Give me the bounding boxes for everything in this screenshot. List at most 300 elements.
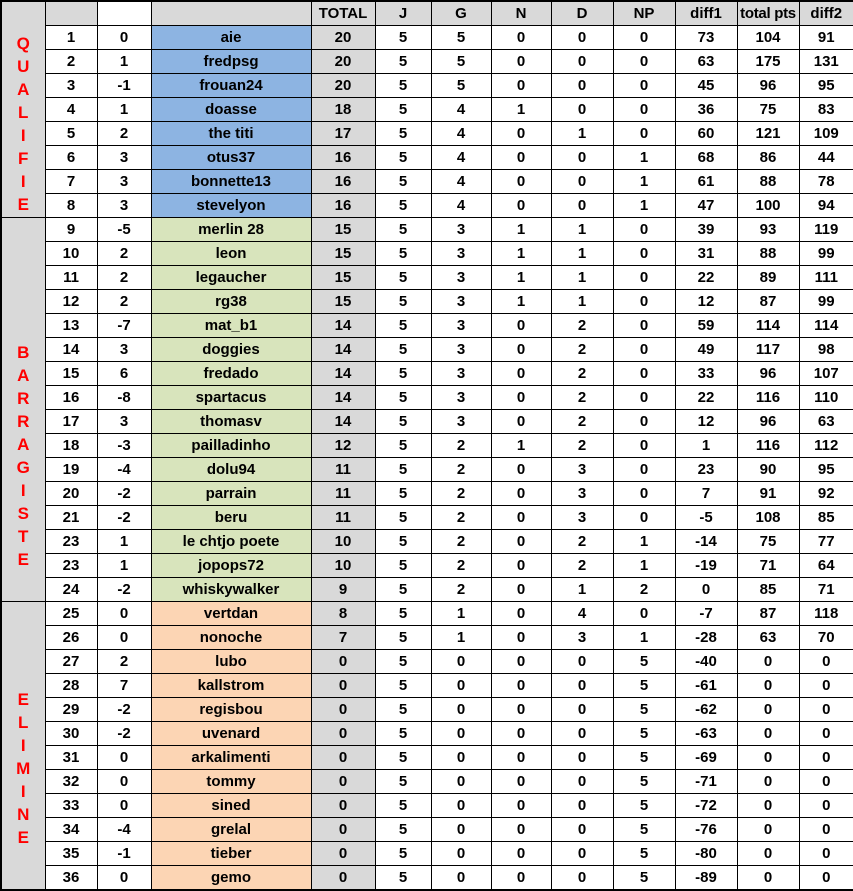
rank-cell: 34 (45, 818, 97, 842)
stat-d-cell: 3 (551, 626, 613, 650)
player-name-cell: thomasv (151, 410, 311, 434)
stat-d-cell: 0 (551, 674, 613, 698)
stat-j-cell: 5 (375, 794, 431, 818)
rank-cell: 19 (45, 458, 97, 482)
diff2-cell: 0 (799, 842, 853, 866)
diff2-cell: 119 (799, 218, 853, 242)
table-row (1, 866, 853, 891)
rank-cell: 18 (45, 434, 97, 458)
diff2-cell: 110 (799, 386, 853, 410)
stat-g-cell: 0 (431, 698, 491, 722)
table-row (1, 338, 853, 362)
stat-np-cell: 0 (613, 218, 675, 242)
table-row (1, 386, 853, 410)
stat-g-cell: 3 (431, 314, 491, 338)
section-letter: E (17, 194, 29, 214)
total-pts-cell: 0 (737, 866, 799, 891)
stat-n-cell: 1 (491, 218, 551, 242)
table-row (1, 674, 853, 698)
total-cell: 10 (311, 530, 375, 554)
total-cell: 9 (311, 578, 375, 602)
stat-j-cell: 5 (375, 722, 431, 746)
total-cell: 16 (311, 194, 375, 218)
diff1-cell: -61 (675, 674, 737, 698)
diff2-cell: 0 (799, 722, 853, 746)
trend-cell: -2 (97, 698, 151, 722)
rank-cell: 7 (45, 170, 97, 194)
player-name-cell: kallstrom (151, 674, 311, 698)
stat-n-cell: 0 (491, 650, 551, 674)
stat-np-cell: 1 (613, 170, 675, 194)
section-letter: N (17, 805, 30, 824)
trend-cell: -8 (97, 386, 151, 410)
diff1-cell: 31 (675, 242, 737, 266)
player-name-cell: beru (151, 506, 311, 530)
trend-cell: -2 (97, 578, 151, 602)
stat-g-cell: 0 (431, 842, 491, 866)
total-pts-cell: 90 (737, 458, 799, 482)
total-pts-cell: 0 (737, 794, 799, 818)
total-pts-cell: 86 (737, 146, 799, 170)
diff1-cell: 36 (675, 98, 737, 122)
total-pts-cell: 0 (737, 722, 799, 746)
total-pts-cell: 71 (737, 554, 799, 578)
stat-n-cell: 0 (491, 74, 551, 98)
stat-d-cell: 1 (551, 242, 613, 266)
section-letter: I (20, 125, 26, 145)
stat-j-cell: 5 (375, 50, 431, 74)
stat-np-cell: 0 (613, 362, 675, 386)
trend-cell: 0 (97, 746, 151, 770)
rank-cell: 30 (45, 722, 97, 746)
stat-j-cell: 5 (375, 530, 431, 554)
stat-n-cell: 1 (491, 98, 551, 122)
diff1-cell: -71 (675, 770, 737, 794)
stat-d-cell: 0 (551, 170, 613, 194)
stat-d-cell: 3 (551, 458, 613, 482)
rank-cell: 28 (45, 674, 97, 698)
stat-n-cell: 0 (491, 386, 551, 410)
stat-d-cell: 2 (551, 530, 613, 554)
stat-j-cell: 5 (375, 290, 431, 314)
stat-j-cell: 5 (375, 26, 431, 50)
diff2-cell: 111 (799, 266, 853, 290)
stat-n-cell: 1 (491, 242, 551, 266)
rank-cell: 16 (45, 386, 97, 410)
rank-cell: 26 (45, 626, 97, 650)
section-letter: R (17, 388, 30, 408)
trend-cell: 7 (97, 674, 151, 698)
stat-j-cell: 5 (375, 266, 431, 290)
stat-np-cell: 0 (613, 602, 675, 626)
stat-d-cell: 2 (551, 338, 613, 362)
stat-d-cell: 0 (551, 698, 613, 722)
total-pts-cell: 116 (737, 386, 799, 410)
diff2-cell: 92 (799, 482, 853, 506)
total-pts-cell: 121 (737, 122, 799, 146)
stat-j-cell: 5 (375, 434, 431, 458)
diff2-cell: 0 (799, 794, 853, 818)
diff1-cell: 39 (675, 218, 737, 242)
trend-cell: -5 (97, 218, 151, 242)
trend-cell: -4 (97, 458, 151, 482)
section-label-qualifie (1, 1, 45, 218)
player-name-cell: stevelyon (151, 194, 311, 218)
rank-cell: 4 (45, 98, 97, 122)
stat-j-cell: 5 (375, 314, 431, 338)
player-name-cell: otus37 (151, 146, 311, 170)
stat-g-cell: 2 (431, 578, 491, 602)
total-cell: 14 (311, 314, 375, 338)
diff2-cell: 70 (799, 626, 853, 650)
stat-np-cell: 0 (613, 290, 675, 314)
stat-j-cell: 5 (375, 698, 431, 722)
stat-np-cell: 0 (613, 74, 675, 98)
column-header-total: TOTAL (311, 1, 375, 26)
column-header-pts: total pts (737, 1, 799, 26)
stat-d-cell: 1 (551, 218, 613, 242)
stat-np-cell: 5 (613, 842, 675, 866)
stat-np-cell: 2 (613, 578, 675, 602)
total-cell: 10 (311, 554, 375, 578)
player-name-cell: leon (151, 242, 311, 266)
stat-g-cell: 3 (431, 242, 491, 266)
total-cell: 16 (311, 170, 375, 194)
total-cell: 0 (311, 770, 375, 794)
stat-n-cell: 0 (491, 554, 551, 578)
player-name-cell: mat_b1 (151, 314, 311, 338)
column-header-np: NP (613, 1, 675, 26)
table-row (1, 50, 853, 74)
stat-d-cell: 2 (551, 386, 613, 410)
stat-np-cell: 0 (613, 242, 675, 266)
player-name-cell: spartacus (151, 386, 311, 410)
rank-cell: 1 (45, 26, 97, 50)
diff2-cell: 98 (799, 338, 853, 362)
total-pts-cell: 91 (737, 482, 799, 506)
trend-cell: 2 (97, 242, 151, 266)
stat-np-cell: 5 (613, 722, 675, 746)
trend-cell: 0 (97, 26, 151, 50)
diff1-cell: -40 (675, 650, 737, 674)
stat-j-cell: 5 (375, 218, 431, 242)
trend-cell: 2 (97, 122, 151, 146)
stat-n-cell: 1 (491, 290, 551, 314)
stat-np-cell: 0 (613, 386, 675, 410)
stat-n-cell: 0 (491, 50, 551, 74)
diff1-cell: -19 (675, 554, 737, 578)
stat-np-cell: 0 (613, 482, 675, 506)
stat-np-cell: 0 (613, 338, 675, 362)
total-cell: 0 (311, 650, 375, 674)
total-cell: 15 (311, 242, 375, 266)
stat-j-cell: 5 (375, 74, 431, 98)
rank-cell: 35 (45, 842, 97, 866)
diff2-cell: 118 (799, 602, 853, 626)
total-cell: 8 (311, 602, 375, 626)
stat-d-cell: 1 (551, 290, 613, 314)
section-letter: S (17, 503, 29, 523)
stat-n-cell: 0 (491, 866, 551, 891)
stat-n-cell: 0 (491, 530, 551, 554)
rank-cell: 27 (45, 650, 97, 674)
stat-np-cell: 1 (613, 530, 675, 554)
total-pts-cell: 87 (737, 602, 799, 626)
diff2-cell: 112 (799, 434, 853, 458)
table-row (1, 794, 853, 818)
stat-n-cell: 0 (491, 842, 551, 866)
total-cell: 12 (311, 434, 375, 458)
player-name-cell: tieber (151, 842, 311, 866)
diff1-cell: 22 (675, 266, 737, 290)
total-cell: 7 (311, 626, 375, 650)
total-cell: 14 (311, 410, 375, 434)
stat-j-cell: 5 (375, 410, 431, 434)
stat-j-cell: 5 (375, 506, 431, 530)
stat-j-cell: 5 (375, 626, 431, 650)
stat-d-cell: 2 (551, 554, 613, 578)
stat-np-cell: 5 (613, 794, 675, 818)
stat-j-cell: 5 (375, 98, 431, 122)
player-name-cell: regisbou (151, 698, 311, 722)
diff2-cell: 63 (799, 410, 853, 434)
total-pts-cell: 63 (737, 626, 799, 650)
column-header-g: G (431, 1, 491, 26)
diff2-cell: 99 (799, 290, 853, 314)
total-pts-cell: 89 (737, 266, 799, 290)
player-name-cell: parrain (151, 482, 311, 506)
rank-cell: 23 (45, 554, 97, 578)
stat-j-cell: 5 (375, 866, 431, 891)
total-cell: 0 (311, 722, 375, 746)
table-row (1, 434, 853, 458)
diff1-cell: 0 (675, 578, 737, 602)
stat-d-cell: 3 (551, 506, 613, 530)
stat-g-cell: 3 (431, 266, 491, 290)
rank-cell: 3 (45, 74, 97, 98)
section-letter: F (18, 148, 29, 168)
diff1-cell: 59 (675, 314, 737, 338)
total-pts-cell: 104 (737, 26, 799, 50)
diff2-cell: 0 (799, 866, 853, 891)
player-name-cell: tommy (151, 770, 311, 794)
total-pts-cell: 0 (737, 818, 799, 842)
stat-g-cell: 4 (431, 194, 491, 218)
table-row (1, 722, 853, 746)
total-cell: 0 (311, 842, 375, 866)
section-letter: Q (16, 33, 30, 53)
stat-d-cell: 0 (551, 194, 613, 218)
total-pts-cell: 75 (737, 530, 799, 554)
trend-cell: -7 (97, 314, 151, 338)
rank-cell: 14 (45, 338, 97, 362)
column-header-move (97, 1, 151, 26)
diff2-cell: 95 (799, 458, 853, 482)
section-letter: L (18, 713, 29, 732)
diff2-cell: 44 (799, 146, 853, 170)
trend-cell: 0 (97, 602, 151, 626)
diff1-cell: -63 (675, 722, 737, 746)
stat-n-cell: 0 (491, 506, 551, 530)
player-name-cell: nonoche (151, 626, 311, 650)
table-row (1, 554, 853, 578)
section-letter: I (20, 171, 26, 191)
stat-g-cell: 2 (431, 530, 491, 554)
column-header-j: J (375, 1, 431, 26)
stat-g-cell: 3 (431, 386, 491, 410)
table-row (1, 194, 853, 218)
stat-j-cell: 5 (375, 554, 431, 578)
section-letter: M (16, 759, 31, 778)
section-letter: I (20, 480, 26, 500)
player-name-cell: gemo (151, 866, 311, 891)
stat-d-cell: 1 (551, 578, 613, 602)
table-row (1, 530, 853, 554)
total-pts-cell: 88 (737, 170, 799, 194)
stat-d-cell: 0 (551, 794, 613, 818)
diff2-cell: 94 (799, 194, 853, 218)
diff2-cell: 0 (799, 770, 853, 794)
rank-cell: 11 (45, 266, 97, 290)
section-letter: E (17, 828, 29, 847)
stat-n-cell: 0 (491, 746, 551, 770)
total-cell: 15 (311, 290, 375, 314)
trend-cell: 3 (97, 338, 151, 362)
stat-n-cell: 1 (491, 266, 551, 290)
diff1-cell: 7 (675, 482, 737, 506)
stat-g-cell: 2 (431, 434, 491, 458)
trend-cell: -1 (97, 842, 151, 866)
section-letter: L (18, 102, 29, 122)
table-row (1, 266, 853, 290)
column-header-n: N (491, 1, 551, 26)
total-cell: 0 (311, 866, 375, 891)
stat-g-cell: 0 (431, 746, 491, 770)
trend-cell: 0 (97, 770, 151, 794)
total-pts-cell: 0 (737, 842, 799, 866)
total-cell: 14 (311, 362, 375, 386)
total-pts-cell: 0 (737, 650, 799, 674)
stat-np-cell: 0 (613, 122, 675, 146)
total-pts-cell: 87 (737, 290, 799, 314)
section-letter: E (17, 549, 29, 569)
player-name-cell: bonnette13 (151, 170, 311, 194)
rank-cell: 32 (45, 770, 97, 794)
total-cell: 11 (311, 506, 375, 530)
stat-d-cell: 0 (551, 866, 613, 891)
stat-g-cell: 1 (431, 626, 491, 650)
table-row (1, 98, 853, 122)
total-cell: 0 (311, 746, 375, 770)
stat-g-cell: 3 (431, 218, 491, 242)
stat-n-cell: 0 (491, 602, 551, 626)
total-cell: 11 (311, 458, 375, 482)
trend-cell: 2 (97, 266, 151, 290)
stat-g-cell: 2 (431, 458, 491, 482)
stat-g-cell: 0 (431, 650, 491, 674)
table-row (1, 650, 853, 674)
stat-n-cell: 0 (491, 194, 551, 218)
player-name-cell: arkalimenti (151, 746, 311, 770)
diff1-cell: 33 (675, 362, 737, 386)
trend-cell: 3 (97, 194, 151, 218)
stat-d-cell: 2 (551, 410, 613, 434)
stat-j-cell: 5 (375, 770, 431, 794)
stat-g-cell: 4 (431, 170, 491, 194)
player-name-cell: doggies (151, 338, 311, 362)
diff1-cell: 12 (675, 410, 737, 434)
rank-cell: 5 (45, 122, 97, 146)
diff1-cell: 47 (675, 194, 737, 218)
stat-j-cell: 5 (375, 386, 431, 410)
table-row (1, 578, 853, 602)
trend-cell: 1 (97, 554, 151, 578)
diff2-cell: 109 (799, 122, 853, 146)
table-row (1, 314, 853, 338)
player-name-cell: frouan24 (151, 74, 311, 98)
stat-j-cell: 5 (375, 602, 431, 626)
stat-n-cell: 0 (491, 698, 551, 722)
table-row (1, 818, 853, 842)
stat-d-cell: 2 (551, 314, 613, 338)
rank-cell: 12 (45, 290, 97, 314)
stat-g-cell: 5 (431, 50, 491, 74)
player-name-cell: aie (151, 26, 311, 50)
stat-d-cell: 0 (551, 818, 613, 842)
diff2-cell: 0 (799, 746, 853, 770)
total-cell: 15 (311, 218, 375, 242)
stat-j-cell: 5 (375, 242, 431, 266)
diff2-cell: 0 (799, 818, 853, 842)
total-pts-cell: 96 (737, 410, 799, 434)
player-name-cell: fredado (151, 362, 311, 386)
table-row (1, 218, 853, 242)
player-name-cell: merlin 28 (151, 218, 311, 242)
rank-cell: 8 (45, 194, 97, 218)
section-letter: A (17, 434, 30, 454)
stat-np-cell: 5 (613, 866, 675, 891)
total-cell: 20 (311, 74, 375, 98)
stat-np-cell: 1 (613, 146, 675, 170)
stat-g-cell: 4 (431, 146, 491, 170)
diff1-cell: 60 (675, 122, 737, 146)
stat-g-cell: 0 (431, 818, 491, 842)
section-label-barragiste (1, 218, 45, 602)
player-name-cell: le chtjo poete (151, 530, 311, 554)
diff1-cell: -72 (675, 794, 737, 818)
trend-cell: -4 (97, 818, 151, 842)
diff1-cell: -80 (675, 842, 737, 866)
stat-g-cell: 0 (431, 866, 491, 891)
table-row (1, 842, 853, 866)
player-name-cell: dolu94 (151, 458, 311, 482)
diff2-cell: 95 (799, 74, 853, 98)
diff1-cell: 23 (675, 458, 737, 482)
diff1-cell: -76 (675, 818, 737, 842)
rank-cell: 23 (45, 530, 97, 554)
stat-np-cell: 0 (613, 458, 675, 482)
stat-j-cell: 5 (375, 362, 431, 386)
stat-j-cell: 5 (375, 122, 431, 146)
diff2-cell: 99 (799, 242, 853, 266)
section-letter: R (17, 411, 30, 431)
stat-np-cell: 0 (613, 506, 675, 530)
section-label-elimine (1, 602, 45, 891)
total-pts-cell: 96 (737, 362, 799, 386)
stat-d-cell: 2 (551, 362, 613, 386)
trend-cell: -3 (97, 434, 151, 458)
diff2-cell: 131 (799, 50, 853, 74)
